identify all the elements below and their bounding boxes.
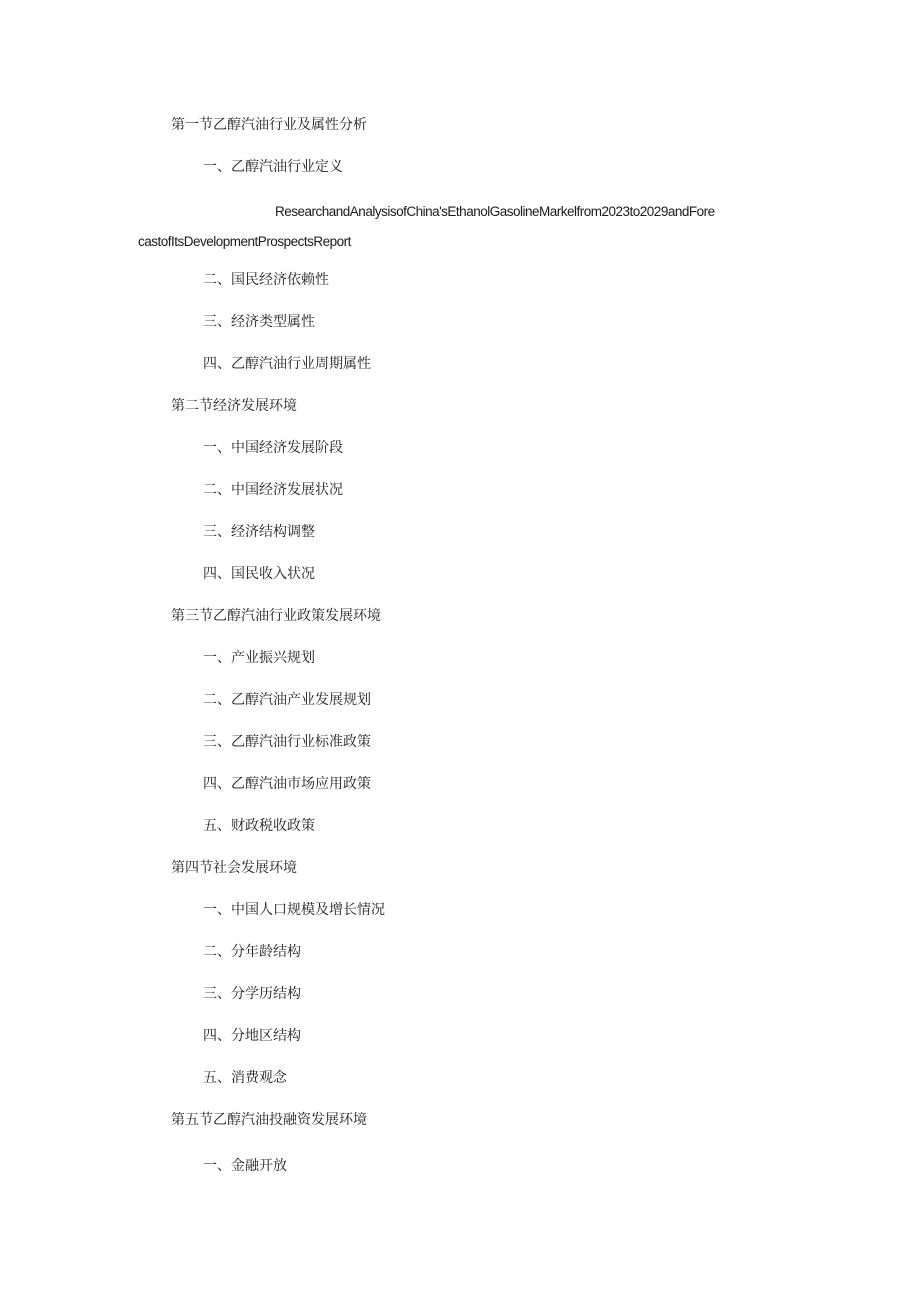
section-3-item-1: 一、产业振兴规划 [203, 650, 315, 666]
section-2-title: 第二节经济发展环境 [171, 398, 297, 414]
section-5-item-1: 一、金融开放 [203, 1158, 287, 1174]
section-4-title: 第四节社会发展环境 [171, 860, 297, 876]
section-1-item-1: 一、乙醇汽油行业定义 [203, 159, 343, 175]
section-3-item-5: 五、财政税收政策 [203, 818, 315, 834]
section-3-title: 第三节乙醇汽油行业政策发展环境 [171, 608, 381, 624]
section-2-item-3: 三、经济结构调整 [203, 524, 315, 540]
english-title-line-2: castofItsDevelopmentProspectsReport [138, 234, 351, 249]
section-3-item-4: 四、乙醇汽油市场应用政策 [203, 776, 371, 792]
section-3-item-2: 二、乙醇汽油产业发展规划 [203, 692, 371, 708]
section-4-item-1: 一、中国人口规模及增长情况 [203, 902, 385, 918]
section-1-title: 第一节乙醇汽油行业及属性分析 [171, 117, 367, 133]
section-1-item-2: 二、国民经济依赖性 [203, 272, 329, 288]
section-3-item-3: 三、乙醇汽油行业标准政策 [203, 734, 371, 750]
section-5-title: 第五节乙醇汽油投融资发展环境 [171, 1112, 367, 1128]
section-2-item-2: 二、中国经济发展状况 [203, 482, 343, 498]
english-title-line-1: ResearchandAnalysisofChina'sEthanolGasolineMarkelfrom2023to2029andFore [275, 204, 715, 219]
section-1-item-3: 三、经济类型属性 [203, 314, 315, 330]
section-1-item-4: 四、乙醇汽油行业周期属性 [203, 356, 371, 372]
section-2-item-1: 一、中国经济发展阶段 [203, 440, 343, 456]
section-4-item-4: 四、分地区结构 [203, 1028, 301, 1044]
section-4-item-2: 二、分年龄结构 [203, 944, 301, 960]
section-2-item-4: 四、国民收入状况 [203, 566, 315, 582]
section-4-item-5: 五、消费观念 [203, 1070, 287, 1086]
section-4-item-3: 三、分学历结构 [203, 986, 301, 1002]
